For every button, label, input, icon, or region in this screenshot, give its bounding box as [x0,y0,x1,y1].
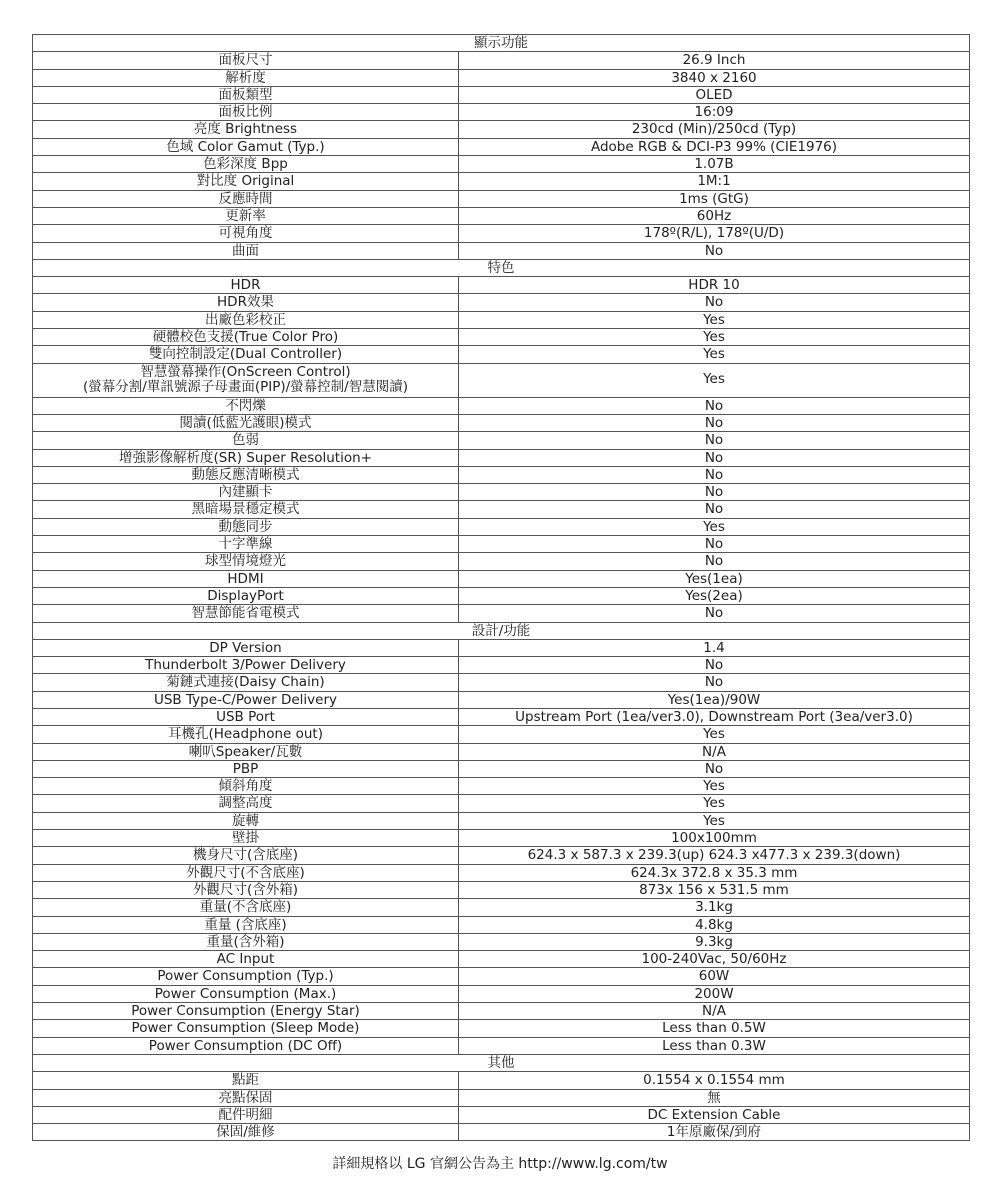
spec-value: No [459,657,970,674]
spec-label: 十字準線 [33,536,459,553]
spec-row [33,812,970,829]
spec-value: No [459,449,970,466]
spec-row [33,708,970,725]
spec-row [33,657,970,674]
spec-row [33,138,970,155]
spec-value: Yes(1ea)/90W [459,691,970,708]
spec-label: 更新率 [33,207,459,224]
spec-value: 3.1kg [459,899,970,916]
spec-label: 色彩深度 Bpp [33,156,459,173]
spec-row [33,518,970,535]
spec-value: 16:09 [459,104,970,121]
spec-label: 外觀尺寸(不含底座) [33,864,459,881]
spec-row [33,536,970,553]
spec-label: 重量(不含底座) [33,899,459,916]
spec-value: 無 [459,1089,970,1106]
section-title: 其他 [33,1054,970,1071]
spec-value: No [459,553,970,570]
spec-label: HDR效果 [33,294,459,311]
spec-label: DisplayPort [33,587,459,604]
spec-value: No [459,501,970,518]
spec-value: HDR 10 [459,277,970,294]
spec-row [33,951,970,968]
section-title: 設計/功能 [33,622,970,639]
spec-row [33,605,970,622]
spec-label: 點距 [33,1072,459,1089]
spec-row [33,311,970,328]
spec-label: 色域 Color Gamut (Typ.) [33,138,459,155]
spec-label [33,363,459,397]
spec-label: 雙向控制設定(Dual Controller) [33,346,459,363]
spec-row [33,156,970,173]
spec-label: 面板尺寸 [33,52,459,69]
spec-label: HDR [33,277,459,294]
spec-row [33,985,970,1002]
spec-value: No [459,432,970,449]
spec-label: 內建顯卡 [33,484,459,501]
spec-value: Less than 0.5W [459,1020,970,1037]
spec-row [33,346,970,363]
spec-row [33,173,970,190]
spec-value: No [459,397,970,414]
spec-label: 硬體校色支援(True Color Pro) [33,329,459,346]
spec-label: Power Consumption (Typ.) [33,968,459,985]
spec-label: 重量 (含底座) [33,916,459,933]
spec-value: 1.07B [459,156,970,173]
spec-label: 旋轉 [33,812,459,829]
spec-value: 624.3x 372.8 x 35.3 mm [459,864,970,881]
spec-value: 9.3kg [459,933,970,950]
spec-value: 0.1554 x 0.1554 mm [459,1072,970,1089]
spec-label: 動態同步 [33,518,459,535]
spec-label: Thunderbolt 3/Power Delivery [33,657,459,674]
spec-value: 3840 x 2160 [459,69,970,86]
spec-label: 智慧節能省電模式 [33,605,459,622]
spec-row [33,1072,970,1089]
spec-value: 4.8kg [459,916,970,933]
spec-row [33,414,970,431]
spec-label: 可視角度 [33,225,459,242]
spec-row [33,553,970,570]
spec-value: No [459,242,970,259]
spec-row [33,466,970,483]
spec-row [33,899,970,916]
spec-table [32,34,970,1141]
spec-row [33,795,970,812]
spec-label: 喇叭Speaker/瓦數 [33,743,459,760]
spec-label: 動態反應清晰模式 [33,466,459,483]
spec-label: 解析度 [33,69,459,86]
spec-label: 保固/維修 [33,1124,459,1141]
spec-value: Yes [459,363,970,397]
spec-value: No [459,466,970,483]
spec-value: Yes(2ea) [459,587,970,604]
spec-value: Yes [459,795,970,812]
spec-row [33,1106,970,1123]
spec-label: 亮點保固 [33,1089,459,1106]
spec-row [33,1020,970,1037]
spec-value: No [459,414,970,431]
spec-value: Yes [459,329,970,346]
spec-row [33,190,970,207]
spec-row [33,968,970,985]
section-title: 特色 [33,259,970,276]
spec-value: 1M:1 [459,173,970,190]
spec-row [33,760,970,777]
spec-value: 1.4 [459,639,970,656]
spec-row [33,933,970,950]
spec-value: 60W [459,968,970,985]
spec-value: 100-240Vac, 50/60Hz [459,951,970,968]
spec-value: Less than 0.3W [459,1037,970,1054]
spec-row [33,484,970,501]
spec-value: No [459,294,970,311]
section-title: 顯示功能 [33,35,970,52]
spec-row [33,743,970,760]
spec-value: 873x 156 x 531.5 mm [459,881,970,898]
spec-value: Upstream Port (1ea/ver3.0), Downstream Port (3ea/ver3.0) [459,708,970,725]
spec-value: No [459,760,970,777]
spec-label: 菊鏈式連接(Daisy Chain) [33,674,459,691]
spec-row [33,52,970,69]
spec-label: 面板類型 [33,86,459,103]
spec-value: 230cd (Min)/250cd (Typ) [459,121,970,138]
spec-table-body [33,35,970,1141]
spec-label: Power Consumption (Max.) [33,985,459,1002]
spec-row [33,242,970,259]
spec-row [33,864,970,881]
spec-value: Yes [459,726,970,743]
spec-label: 對比度 Original [33,173,459,190]
spec-label: DP Version [33,639,459,656]
spec-row [33,432,970,449]
spec-label: 球型情境燈光 [33,553,459,570]
spec-label: AC Input [33,951,459,968]
spec-value: OLED [459,86,970,103]
spec-row [33,726,970,743]
section-header-row [33,622,970,639]
spec-label: 曲面 [33,242,459,259]
spec-label: 重量(含外箱) [33,933,459,950]
spec-label: 面板比例 [33,104,459,121]
spec-label: 傾斜角度 [33,778,459,795]
spec-label: Power Consumption (DC Off) [33,1037,459,1054]
spec-row [33,449,970,466]
spec-label: 壁掛 [33,830,459,847]
spec-value: No [459,605,970,622]
spec-row [33,121,970,138]
spec-row [33,674,970,691]
spec-row [33,501,970,518]
spec-value: No [459,484,970,501]
spec-label: USB Port [33,708,459,725]
spec-value: Yes [459,812,970,829]
spec-row [33,329,970,346]
spec-value: No [459,674,970,691]
spec-value: DC Extension Cable [459,1106,970,1123]
spec-value: Adobe RGB & DCI-P3 99% (CIE1976) [459,138,970,155]
spec-row [33,277,970,294]
spec-label: 配件明細 [33,1106,459,1123]
spec-label: Power Consumption (Sleep Mode) [33,1020,459,1037]
spec-value: No [459,536,970,553]
spec-row [33,86,970,103]
spec-row [33,294,970,311]
spec-row [33,916,970,933]
spec-row [33,881,970,898]
spec-label: 出廠色彩校正 [33,311,459,328]
spec-label: 外觀尺寸(含外箱) [33,881,459,898]
spec-value: Yes [459,311,970,328]
spec-row [33,104,970,121]
spec-row [33,847,970,864]
spec-label: 增強影像解析度(SR) Super Resolution+ [33,449,459,466]
spec-label: 耳機孔(Headphone out) [33,726,459,743]
spec-value: 100x100mm [459,830,970,847]
spec-label: USB Type-C/Power Delivery [33,691,459,708]
spec-value: Yes(1ea) [459,570,970,587]
spec-row [33,225,970,242]
spec-value: 624.3 x 587.3 x 239.3(up) 624.3 x477.3 x 239.3(down) [459,847,970,864]
spec-label: 不閃爍 [33,397,459,414]
spec-label: 調整高度 [33,795,459,812]
spec-row [33,397,970,414]
section-header-row [33,259,970,276]
spec-label: 色弱 [33,432,459,449]
spec-row [33,570,970,587]
spec-label: 閱讀(低藍光護眼)模式 [33,414,459,431]
spec-value: 1年原廠保/到府 [459,1124,970,1141]
spec-label-line2: (螢幕分割/單訊號源子母畫面(PIP)/螢幕控制/智慧閱讀) [83,379,408,396]
spec-row [33,69,970,86]
spec-row [33,207,970,224]
spec-row [33,1003,970,1020]
spec-row [33,1089,970,1106]
footer-note: 詳細規格以 LG 官網公告為主 http://www.lg.com/tw [332,1156,668,1172]
spec-row [33,363,970,397]
spec-value: N/A [459,1003,970,1020]
spec-value: Yes [459,778,970,795]
spec-value: 1ms (GtG) [459,190,970,207]
spec-row [33,830,970,847]
spec-row [33,587,970,604]
spec-value: 178º(R/L), 178º(U/D) [459,225,970,242]
spec-label: Power Consumption (Energy Star) [33,1003,459,1020]
spec-label: 亮度 Brightness [33,121,459,138]
spec-label: 反應時間 [33,190,459,207]
spec-value: N/A [459,743,970,760]
spec-label: HDMI [33,570,459,587]
spec-value: 26.9 Inch [459,52,970,69]
spec-row [33,1037,970,1054]
spec-value: 200W [459,985,970,1002]
spec-value: 60Hz [459,207,970,224]
spec-label: 黑暗場景穩定模式 [33,501,459,518]
spec-row [33,639,970,656]
section-header-row [33,35,970,52]
spec-value: Yes [459,346,970,363]
spec-row [33,1124,970,1141]
section-header-row [33,1054,970,1071]
spec-label: PBP [33,760,459,777]
spec-value: Yes [459,518,970,535]
spec-label: 機身尺寸(含底座) [33,847,459,864]
spec-row [33,778,970,795]
spec-label-line1: 智慧螢幕操作(OnScreen Control) [140,363,351,380]
spec-row [33,691,970,708]
